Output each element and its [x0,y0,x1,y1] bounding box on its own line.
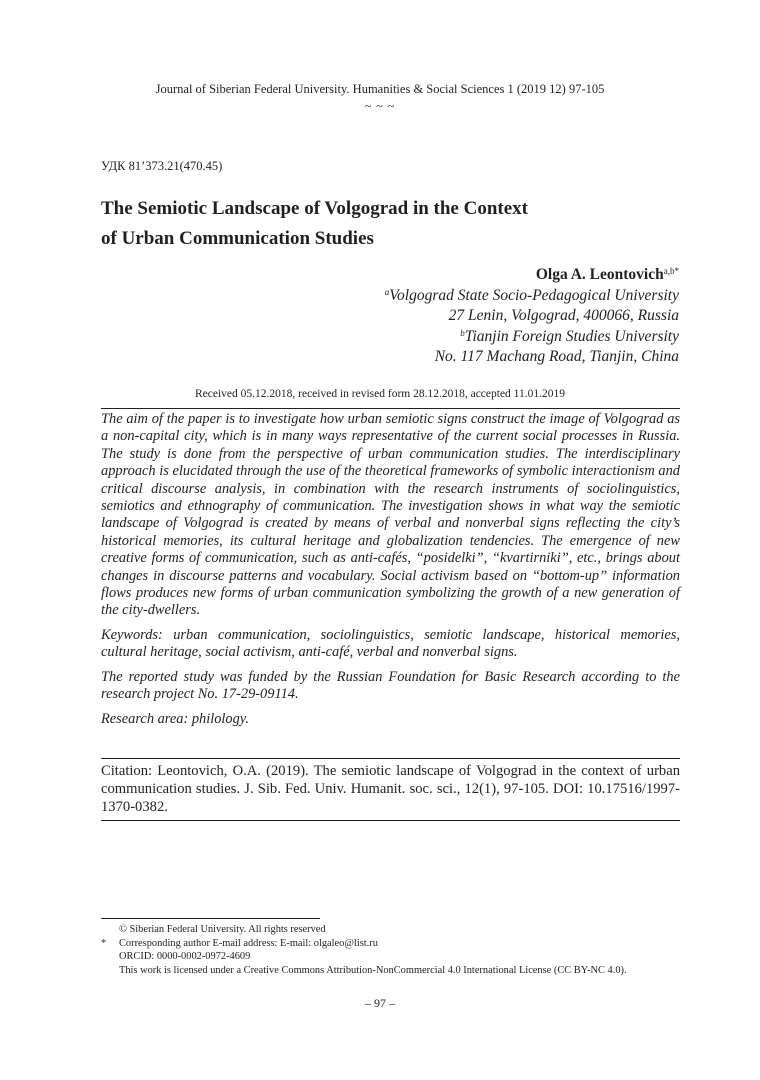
footnote-license: This work is licensed under a Creative Commons Attribution-NonCommercial 4.0 International License (CC BY-NC 4.0). [119,964,627,976]
paper-title [101,194,661,254]
udk-code: УДК 81’373.21(470.45) [101,159,223,173]
received-dates: Received 05.12.2018, received in revised form 28.12.2018, accepted 11.01.2019 [194,388,566,400]
author-name-line [385,265,679,286]
research-area: Research area: philology. [101,710,250,727]
footnote-corresponding: * Corresponding author E-mail address: E-mail: olgaleo@list.ru [101,937,378,949]
keywords: Keywords: urban communication, sociolinguistics, semiotic landscape, historical memories, cultural heritage, social activism, anti-café, verbal and nonverbal signs. [101,626,680,661]
header-ornament: ~ ~ ~ [364,99,396,113]
footnote-copyright: © Siberian Federal University. All rights reserved [119,924,326,935]
author-block [385,265,679,368]
citation: Citation: Leontovich, O.A. (2019). The semiotic landscape of Volgograd in the context of urban communication studies. J. Sib. Fed. Univ. Humanit. soc. sci., 12(1), 97-105. DOI: 10.17516/1997-1370-0382. [101,763,680,816]
abstract-block [101,411,680,735]
footnote-orcid: ORCID: 0000-0002-0972-4609 [119,951,251,963]
author-name: Olga A. Leontovich [535,266,664,283]
affiliation-2: $^b$Tianjin Foreign Studies University [460,327,679,345]
citation-bottom-rule [101,820,680,821]
affiliation-1-address: 27 Lenin, Volgograd, 400066, Russia [448,307,679,324]
citation-top-rule [101,758,680,759]
title-line-2: of Urban Communication Studies [101,228,374,249]
abstract-top-rule [101,408,680,409]
affiliation-1: $^a$Volgograd State Socio-Pedagogical University [384,286,679,304]
footnotes [101,923,627,977]
title-line-1: The Semiotic Landscape of Volgograd in the Context [101,198,528,219]
author-sup: a,b* [663,266,679,276]
abstract-text: The aim of the paper is to investigate how urban semiotic signs construct the image of Volgograd as a non-capital city, which is in many ways representative of the current social processes in Russia. The study is done from the perspective of urban communication studies. The interdisciplinary approach is elucidated through the use of the theoretical frameworks of symbolic interactionism and critical discourse analysis, in combination with the research instruments of sociolinguistics, semiotics and ethnography of communication. The investigation shows in what way the semiotic landscape of Volgograd is created by means of verbal and nonverbal signs reflecting the city’s historical memories, its cultural heritage and globalization tendencies. The emergence of new creative forms of communication, such as anti-cafés, “posidelki”, “kvartirniki”, etc., brings about changes in discourse patterns and vocabulary. Social activism based on “bottom-up” information flows produces new forms of urban communication symbolizing the growth of a new generation of the city-dwellers. [101,411,680,619]
footnote-rule [101,918,320,919]
funding-note: The reported study was funded by the Russian Foundation for Basic Research according to the research project No. 17-29-09114. [101,668,680,703]
page-number: – 97 – [365,996,395,1010]
journal-header: Journal of Siberian Federal University. Humanities & Social Sciences 1 (2019 12) 97-105 [155,82,605,96]
affiliation-2-address: No. 117 Machang Road, Tianjin, China [434,348,679,365]
